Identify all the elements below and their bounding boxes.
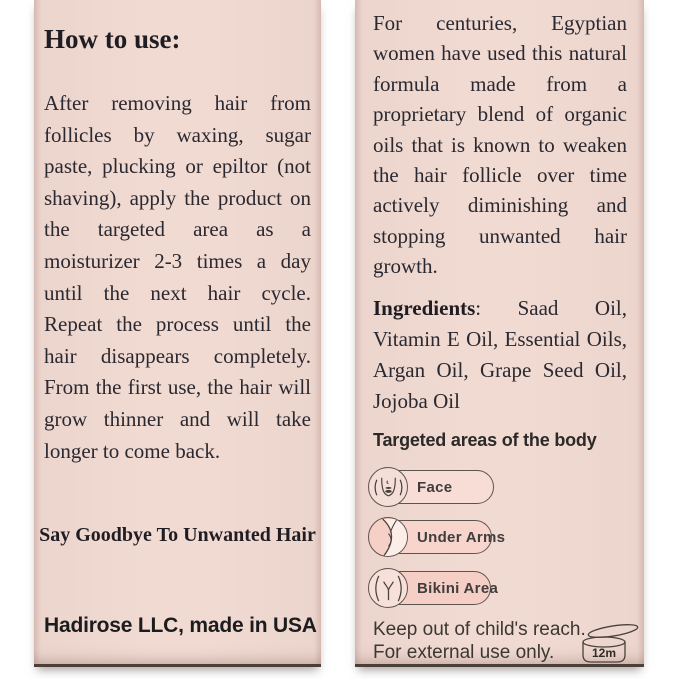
area-pill-label: Under Arms — [417, 528, 506, 546]
company-line: Hadirose LLC, made in USA — [44, 614, 317, 637]
left-label-panel — [34, 0, 321, 667]
product-description: For centuries, Egyptian women have used this natural formula made from a proprietary blend of organic oils that is known to weaken the hair follicle over time actively diminishing and stopping unwanted hair growth. — [373, 11, 627, 279]
warning-line-2: For external use only. — [373, 642, 555, 663]
how-to-use-heading: How to use: — [44, 24, 181, 54]
right-label-panel — [355, 0, 644, 667]
pao-12m-icon — [573, 624, 643, 664]
area-pill-label: Face — [417, 478, 453, 496]
warning-line-1: Keep out of child's reach. — [373, 619, 586, 640]
ingredients-label: Ingredients — [373, 296, 476, 320]
underarms-icon — [368, 517, 408, 557]
face-icon — [368, 467, 408, 507]
usage-instructions: After removing hair from follicles by waxing, sugar paste, plucking or epiltor (not shaving), apply the product on the targeted area as a moisturizer 2-3 times a day until the next hair cycle. Repeat the process until the hair disappears completely. From the first use, the hair will grow thinner and will take longer to come back. — [44, 91, 311, 463]
ingredients — [373, 293, 627, 417]
targeted-areas-heading: Targeted areas of the body — [373, 430, 597, 450]
warnings — [373, 618, 586, 664]
bikini-icon — [368, 568, 408, 608]
area-pill-label: Bikini Area — [417, 579, 499, 597]
tagline: Say Goodbye To Unwanted Hair — [39, 524, 316, 546]
ingredients-list: : Saad Oil, Vitamin E Oil, Essential Oils, Argan Oil, Grape Seed Oil, Jojoba Oil — [373, 296, 627, 413]
pao-label: 12m — [591, 646, 617, 660]
